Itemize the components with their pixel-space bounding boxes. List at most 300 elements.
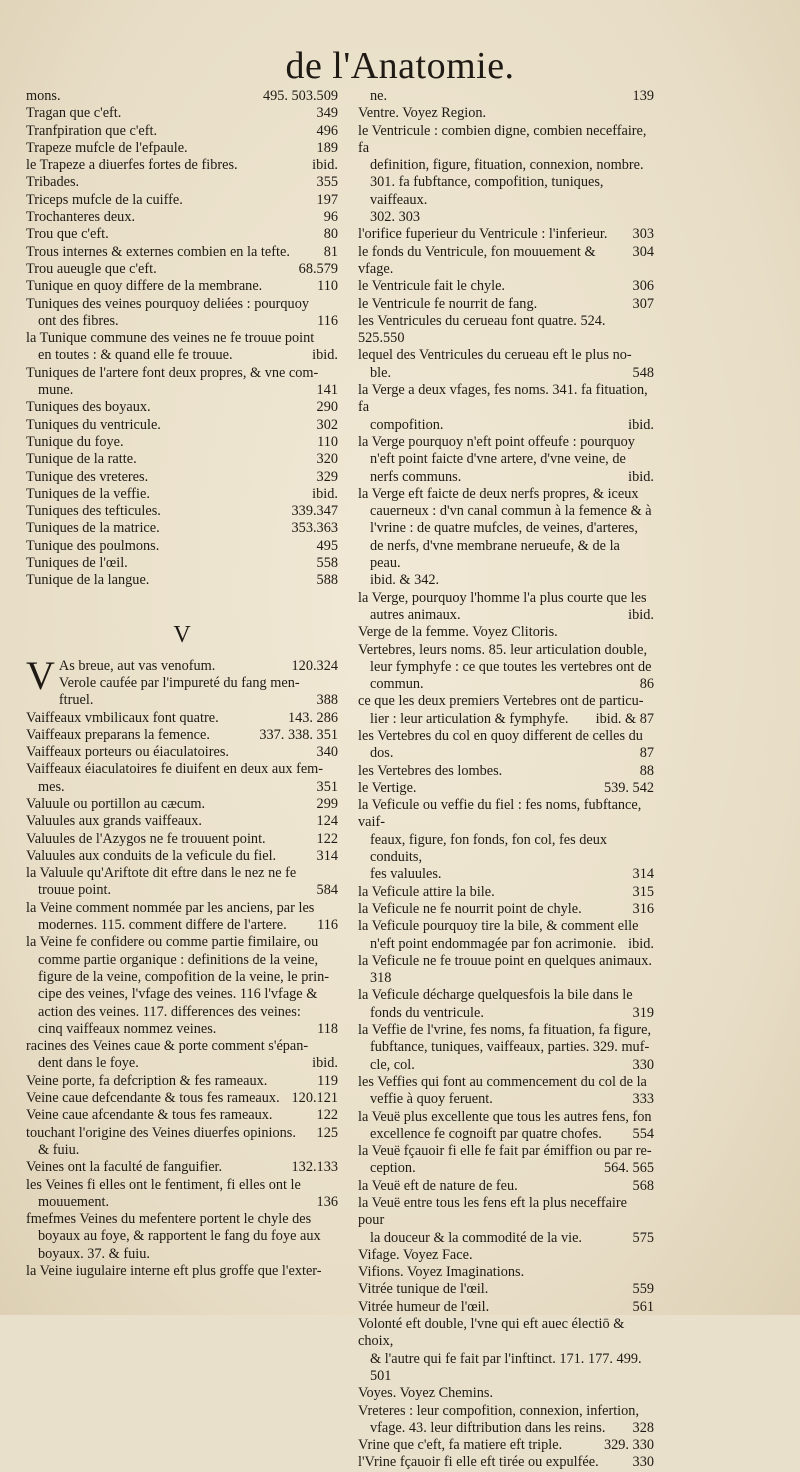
page-reference: 495: [316, 537, 338, 554]
index-entry: [358, 1437, 654, 1454]
page-reference: 189: [316, 139, 338, 156]
page-reference: 328: [632, 1419, 654, 1436]
entry-text: Tuniques de l'artere font deux propres, & vne com-: [26, 364, 319, 381]
entry-text: ont des fibres.: [38, 312, 119, 329]
entry-text: cinq vaiffeaux nommez veines.: [38, 1020, 217, 1037]
index-entry: [358, 1143, 654, 1160]
index-entry: [358, 226, 654, 243]
index-entry: [26, 451, 338, 468]
entry-text: la Valuule qu'Ariftote dit eftre dans le nez ne fe: [26, 865, 297, 882]
index-entry: [26, 1263, 338, 1280]
index-entry: [358, 486, 654, 503]
page-reference: ibid.: [312, 485, 338, 502]
page-reference: 496: [316, 122, 338, 139]
entry-text: fmefmes Veines du mefentere portent le chyle des: [26, 1211, 312, 1228]
page-reference: 87: [639, 745, 654, 762]
entry-text: la Verge, pourquoy l'homme l'a plus courte que les: [358, 589, 647, 606]
index-entry: [26, 1211, 338, 1228]
page-reference: ibid.: [628, 468, 654, 485]
index-entry: [26, 555, 338, 572]
entry-text: ce que les deux premiers Vertebres ont de particu-: [358, 693, 644, 710]
page-reference: 314: [632, 866, 654, 883]
index-entry: [358, 866, 654, 883]
index-entry: [358, 1454, 654, 1471]
index-entry: [358, 970, 654, 987]
index-entry: [26, 1246, 338, 1263]
index-entry: [358, 728, 654, 745]
page-reference: ibid.: [628, 416, 654, 433]
index-entry: [358, 382, 654, 417]
index-entry: [358, 278, 654, 295]
entry-text: Vaiffeaux vmbilicaux font quatre.: [26, 709, 219, 726]
index-entry: [26, 952, 338, 969]
page-reference: 329: [316, 468, 338, 485]
entry-text: la Verge eft faicte de deux nerfs propres, & iceux: [358, 485, 639, 502]
page-reference: 197: [316, 191, 338, 208]
page-reference: 584: [316, 882, 338, 899]
index-entry: [26, 313, 338, 330]
index-entry: [26, 417, 338, 434]
page-reference: 116: [317, 917, 338, 934]
index-entry: [26, 469, 338, 486]
index-entry: [358, 1178, 654, 1195]
entry-text: fonds du ventricule.: [370, 1004, 484, 1021]
index-entry: [358, 365, 654, 382]
index-entry: [26, 157, 338, 174]
entry-text: Trous internes & externes combien en la tefte.: [26, 243, 290, 260]
entry-text: de nerfs, d'vne membrane nerueufe, & de la peau.: [370, 537, 620, 572]
page-reference: 120.324: [291, 657, 338, 674]
index-entry: [358, 313, 654, 348]
entry-text: Vaiffeaux preparans la femence.: [26, 726, 210, 743]
entry-text: Tuniques des tefticules.: [26, 503, 161, 520]
entry-text: la Veficule ne fe nourrit point de chyle.: [358, 900, 582, 917]
index-entry: [26, 105, 338, 122]
entry-text: l'Vrine fçauoir fi elle eft tirée ou expulfée.: [358, 1454, 599, 1471]
page-reference: 554: [632, 1125, 654, 1142]
page-reference: ibid.: [628, 935, 654, 952]
index-entry: [358, 763, 654, 780]
index-entry: [26, 382, 338, 399]
index-entry: [26, 1194, 338, 1211]
index-list-t: [26, 88, 338, 590]
entry-text: le Trapeze a diuerfes fortes de fibres.: [26, 157, 238, 174]
entry-text: As breue, aut vas venofum.: [58, 657, 216, 674]
entry-text: les Ventricules du cerueau font quatre. 524. 525.550: [358, 312, 606, 347]
entry-text: Trou aueugle que c'eft.: [26, 260, 157, 277]
entry-text: Valuules aux grands vaiffeaux.: [26, 813, 203, 830]
page-reference: 316: [632, 900, 654, 917]
entry-text: Tuniques de la veffie.: [26, 485, 150, 502]
index-entry: [26, 1142, 338, 1159]
entry-text: n'eft point endommagée par fon acrimonie.: [370, 935, 617, 952]
index-entry: [26, 1125, 338, 1142]
page-reference: 315: [632, 883, 654, 900]
index-entry: [358, 88, 654, 105]
index-entry: [26, 1107, 338, 1124]
page-reference: 304: [632, 243, 654, 260]
entry-text: & fuiu.: [38, 1141, 80, 1158]
entry-text: ftruel.: [58, 692, 94, 709]
entry-text: excellence fe cognoift par quatre chofes.: [370, 1125, 602, 1142]
entry-text: Voyes. Voyez Chemins.: [358, 1385, 494, 1402]
index-entry: [358, 1247, 654, 1264]
index-entry: [26, 848, 338, 865]
page-reference: 303: [632, 226, 654, 243]
page-reference: 124: [316, 813, 338, 830]
entry-text: la Veficule ou veffie du fiel : fes noms, fubftance, vaif-: [358, 797, 642, 831]
entry-text: Verge de la femme. Voyez Clitoris.: [358, 624, 558, 641]
entry-text: Tunique du foye.: [26, 433, 124, 450]
entry-text: Tunique des poulmons.: [26, 537, 160, 554]
index-entry: [26, 692, 338, 709]
index-entry: [26, 1228, 338, 1245]
index-entry: [358, 469, 654, 486]
entry-text: la Verge pourquoy n'eft point offeufe : pourquoy: [358, 433, 635, 450]
index-entry: [358, 1126, 654, 1143]
index-list-right: [358, 88, 654, 1472]
entry-text: la Veine iugulaire interne eft plus groffe que l'exter-: [26, 1263, 322, 1279]
index-entry: [358, 1351, 654, 1386]
index-entry: [26, 986, 338, 1003]
entry-text: mouuement.: [38, 1193, 110, 1210]
page-reference: 319: [632, 1004, 654, 1021]
index-entry: [26, 434, 338, 451]
entry-text: fubftance, tuniques, vaiffeaux, parties. 329. muf-: [370, 1039, 650, 1056]
index-entry: [358, 1039, 654, 1056]
index-entry: [26, 278, 338, 295]
page-reference: 340: [316, 744, 338, 761]
entry-text: les Veines fi elles ont le fentiment, fi elles ont le: [26, 1176, 301, 1193]
index-entry: [26, 813, 338, 830]
page-reference: 143. 286: [287, 709, 338, 726]
entry-text: Tuniques de la matrice.: [26, 520, 160, 537]
entry-text: Vitrée tunique de l'œil.: [358, 1281, 489, 1298]
page-reference: 351: [316, 778, 338, 795]
entry-text: Tunique des vreteres.: [26, 468, 149, 485]
entry-text: figure de la veine, compofition de la veine, le prin-: [38, 968, 329, 985]
index-entry: [26, 744, 338, 761]
entry-text: autres animaux.: [370, 606, 461, 623]
entry-text: Vertebres, leurs noms. 85. leur articulation double,: [358, 641, 648, 658]
index-entry: [26, 226, 338, 243]
index-entry: [26, 1177, 338, 1194]
page-reference: 302: [316, 416, 338, 433]
index-entry: [26, 917, 338, 934]
index-entry: [26, 88, 338, 105]
index-entry: [358, 538, 654, 573]
index-entry: [358, 520, 654, 537]
entry-text: ibid. & 342.: [370, 572, 440, 589]
page-reference: ibid.: [628, 606, 654, 623]
entry-text: ception.: [370, 1160, 416, 1177]
index-entry: [358, 1091, 654, 1108]
page-reference: ibid. & 87: [595, 710, 654, 727]
entry-text: Veine porte, fa defcription & fes rameaux.: [26, 1072, 268, 1089]
index-entry: [26, 779, 338, 796]
index-entry: [26, 296, 338, 313]
index-entry: [26, 710, 338, 727]
index-entry: [358, 918, 654, 935]
index-entry: [358, 711, 654, 728]
index-entry: [358, 1230, 654, 1247]
index-entry: [358, 901, 654, 918]
index-entry: [358, 1281, 654, 1298]
entry-text: commun.: [370, 676, 424, 693]
index-column-left: [26, 88, 338, 1280]
index-entry: [26, 261, 338, 278]
index-entry: [358, 244, 654, 279]
index-entry: [358, 347, 654, 364]
page-reference: 329. 330: [603, 1437, 654, 1454]
entry-text: Vifions. Voyez Imaginations.: [358, 1264, 525, 1281]
entry-text: Tuniques du ventricule.: [26, 416, 161, 433]
page-reference: ibid.: [312, 347, 338, 364]
entry-text: comme partie organique : definitions de la veine,: [38, 951, 319, 968]
entry-text: mune.: [38, 382, 74, 399]
index-entry: [26, 174, 338, 191]
entry-text: 318: [370, 970, 392, 987]
entry-text: definition, figure, fituation, connexion, nombre.: [370, 157, 644, 174]
page-reference: ibid.: [312, 1055, 338, 1072]
index-entry: [358, 105, 654, 122]
index-entry: [26, 347, 338, 364]
page-reference: 81: [323, 243, 338, 260]
index-entry: [358, 987, 654, 1004]
page-reference: 119: [317, 1072, 338, 1089]
index-entry: [26, 486, 338, 503]
entry-text: Verole caufée par l'impureté du fang men-: [58, 674, 300, 691]
index-entry: [358, 953, 654, 970]
entry-text: dos.: [370, 745, 394, 762]
index-entry: [26, 1090, 338, 1107]
index-entry: [358, 832, 654, 867]
index-entry: [358, 1264, 654, 1281]
entry-text: boyaux. 37. & fuiu.: [38, 1245, 150, 1262]
entry-text: leur fymphyfe : ce que toutes les vertebres ont de: [370, 658, 652, 675]
page-reference: 88: [639, 762, 654, 779]
index-entry: [358, 1299, 654, 1316]
index-entry: [26, 831, 338, 848]
index-entry: [358, 936, 654, 953]
entry-text: ne.: [370, 88, 388, 104]
entry-text: Valuule ou portillon au cæcum.: [26, 795, 206, 812]
index-entry: [26, 675, 338, 692]
index-entry: [358, 1109, 654, 1126]
entry-text: Tuniques des boyaux.: [26, 399, 151, 416]
entry-text: Tuniques des veines pourquoy deliées : pourquoy: [26, 295, 309, 312]
entry-text: mes.: [38, 778, 65, 795]
index-entry: [26, 123, 338, 140]
index-entry: [358, 1385, 654, 1402]
index-entry: [26, 399, 338, 416]
entry-text: Trochanteres deux.: [26, 209, 136, 226]
entry-text: la Veficule attire la bile.: [358, 883, 495, 900]
index-entry: [358, 174, 654, 209]
index-entry: [26, 934, 338, 951]
entry-text: la Veficule pourquoy tire la bile, & comment elle: [358, 918, 639, 935]
index-entry: [26, 761, 338, 778]
entry-text: la Veficule décharge quelquesfois la bile dans le: [358, 987, 633, 1004]
entry-text: l'vrine : de quatre mufcles, de veines, d'arteres,: [370, 520, 638, 537]
index-entry: [358, 642, 654, 659]
entry-text: Valuules de l'Azygos ne fe trouuent point.: [26, 830, 266, 847]
entry-text: cauerneux : d'vn canal commun à la femence & à: [370, 503, 652, 520]
section-heading-v: V: [173, 621, 191, 648]
index-entry: [26, 969, 338, 986]
entry-text: le Vertige.: [358, 779, 417, 796]
index-entry: [358, 590, 654, 607]
entry-text: Trapeze mufcle de l'efpaule.: [26, 139, 188, 156]
entry-text: en toutes : & quand elle fe trouue.: [38, 347, 233, 364]
page-reference: 314: [316, 847, 338, 864]
entry-text: mons.: [26, 88, 61, 104]
index-entry: [26, 140, 338, 157]
entry-text: lier : leur articulation & fymphyfe.: [370, 710, 569, 727]
entry-text: & l'autre qui fe fait par l'inftinct. 171. 177. 499. 501: [370, 1350, 642, 1384]
entry-text: Tunique de la langue.: [26, 572, 150, 589]
page-reference: 299: [316, 795, 338, 812]
index-entry: [26, 1021, 338, 1038]
page-reference: 141: [316, 382, 338, 399]
entry-text: veffie à quoy feruent.: [370, 1091, 493, 1108]
page-reference: 136: [316, 1193, 338, 1210]
entry-text: les Vertebres du col en quoy different de celles du: [358, 727, 643, 744]
entry-text: touchant l'origine des Veines diuerfes opinions.: [26, 1124, 296, 1141]
index-entry: [26, 1159, 338, 1176]
index-entry: [26, 520, 338, 537]
page-reference: 68.579: [298, 260, 338, 277]
entry-text: Veines ont la faculté de fanguifier.: [26, 1159, 223, 1176]
entry-text: Vitrée humeur de l'œil.: [358, 1298, 490, 1315]
index-entry: [358, 745, 654, 762]
index-entry: [358, 1074, 654, 1091]
entry-text: la Veffie de l'vrine, fes noms, fa fituation, fa figure,: [358, 1022, 652, 1039]
page-reference: 290: [316, 399, 338, 416]
page-reference: 307: [632, 295, 654, 312]
entry-text: Vreteres : leur compofition, connexion, infertion,: [358, 1402, 640, 1419]
index-entry: [358, 503, 654, 520]
page-reference: 320: [316, 451, 338, 468]
page-reference: 568: [632, 1177, 654, 1194]
index-entry: [358, 1195, 654, 1230]
entry-text: compofition.: [370, 416, 444, 433]
index-entry: [26, 572, 338, 589]
entry-text: Triceps mufcle de la cuiffe.: [26, 191, 183, 208]
entry-text: la Verge a deux vfages, fes noms. 341. fa fituation, fa: [358, 382, 648, 416]
index-entry: [26, 1004, 338, 1021]
entry-text: la Tunique commune des veines ne fe trouue point: [26, 330, 315, 347]
entry-text: dent dans le foye.: [38, 1055, 139, 1072]
page-reference: 548: [632, 364, 654, 381]
page-reference: 559: [632, 1281, 654, 1298]
entry-text: la Veine comment nommée par les anciens, par les: [26, 899, 315, 916]
entry-text: la Veuë eft de nature de feu.: [358, 1177, 518, 1194]
index-entry: [358, 1403, 654, 1420]
page-reference: 388: [316, 692, 338, 709]
index-entry: [26, 365, 338, 382]
entry-text: Valuules aux conduits de la veficule du fiel.: [26, 847, 277, 864]
index-entry: [26, 900, 338, 917]
entry-text: feaux, figure, fon fonds, fon col, fes deux conduits,: [370, 831, 608, 866]
page-reference: 539. 542: [603, 779, 654, 796]
page-reference: 120.121: [291, 1090, 338, 1107]
page-reference: 132.133: [291, 1159, 338, 1176]
entry-text: Vifage. Voyez Face.: [358, 1246, 473, 1263]
page-reference: 80: [323, 226, 338, 243]
index-entry: [358, 1316, 654, 1351]
index-entry: [358, 1005, 654, 1022]
entry-text: racines des Veines caue & porte comment s'épan-: [26, 1038, 309, 1055]
index-entry: [26, 796, 338, 813]
entry-text: la Veuë entre tous les fens eft la plus neceffaire pour: [358, 1195, 628, 1229]
index-entry: [358, 1022, 654, 1039]
index-column-right: [358, 88, 654, 1472]
page-reference: 110: [317, 278, 338, 295]
page-reference: 333: [632, 1091, 654, 1108]
entry-text: Vaiffeaux éiaculatoires fe diuifent en deux aux fem-: [26, 761, 324, 778]
page-reference: 558: [316, 555, 338, 572]
page-reference: 355: [316, 174, 338, 191]
entry-text: Tuniques de l'œil.: [26, 555, 128, 572]
page-reference: 86: [639, 676, 654, 693]
page-reference: 564. 565: [603, 1160, 654, 1177]
entry-text: le fonds du Ventricule, fon mouuement & vfage.: [358, 243, 596, 277]
entry-text: Tribades.: [26, 174, 80, 191]
page-reference: 349: [316, 105, 338, 122]
index-entry: [358, 676, 654, 693]
entry-text: le Ventricule fait le chyle.: [358, 278, 506, 295]
entry-text: l'orifice fuperieur du Ventricule : l'inferieur.: [358, 226, 608, 243]
entry-text: trouue point.: [38, 882, 112, 899]
page-reference: 353.363: [291, 520, 338, 537]
entry-text: lequel des Ventricules du cerueau eft le plus no-: [358, 347, 632, 364]
entry-text: modernes. 115. comment differe de l'artere.: [38, 917, 287, 934]
entry-text: fes valuules.: [370, 866, 442, 883]
entry-text: la Veuë plus excellente que tous les autres fens, fon: [358, 1108, 652, 1125]
page-reference: ibid.: [312, 157, 338, 174]
entry-text: les Veffies qui font au commencement du col de la: [358, 1073, 647, 1090]
index-entry: [358, 693, 654, 710]
page-reference: 118: [317, 1020, 338, 1037]
entry-text: Vrine que c'eft, fa matiere eft triple.: [358, 1437, 563, 1454]
index-entry: [26, 1073, 338, 1090]
index-entry: [358, 624, 654, 641]
entry-text: cle, col.: [370, 1056, 415, 1073]
entry-text: Tunique de la ratte.: [26, 451, 137, 468]
entry-text: la Veficule ne fe trouue point en quelques animaux.: [358, 952, 652, 969]
index-entry: [26, 1038, 338, 1055]
index-entry: [358, 1057, 654, 1074]
page-reference: 330: [632, 1454, 654, 1471]
page-reference: 139: [632, 88, 654, 104]
index-entry: [358, 296, 654, 313]
entry-text: le Ventricule : combien digne, combien neceffaire, fa: [358, 122, 647, 156]
page-reference: 122: [316, 830, 338, 847]
index-entry: [26, 882, 338, 899]
page-reference: 339.347: [291, 503, 338, 520]
entry-text: Vaiffeaux porteurs ou éiaculatoires.: [26, 744, 229, 761]
index-entry: [26, 538, 338, 555]
entry-text: cipe des veines, l'vfage des veines. 116 l'vfage &: [38, 986, 318, 1003]
index-entry: [358, 434, 654, 451]
entry-text: la Veuë fçauoir fi elle fe fait par émiffion ou par re-: [358, 1143, 652, 1160]
entry-text: Tunique en quoy differe de la membrane.: [26, 278, 263, 295]
index-entry: [26, 727, 338, 744]
index-entry: [358, 451, 654, 468]
page-reference: 561: [632, 1298, 654, 1315]
entry-text: Ventre. Voyez Region.: [358, 105, 487, 122]
